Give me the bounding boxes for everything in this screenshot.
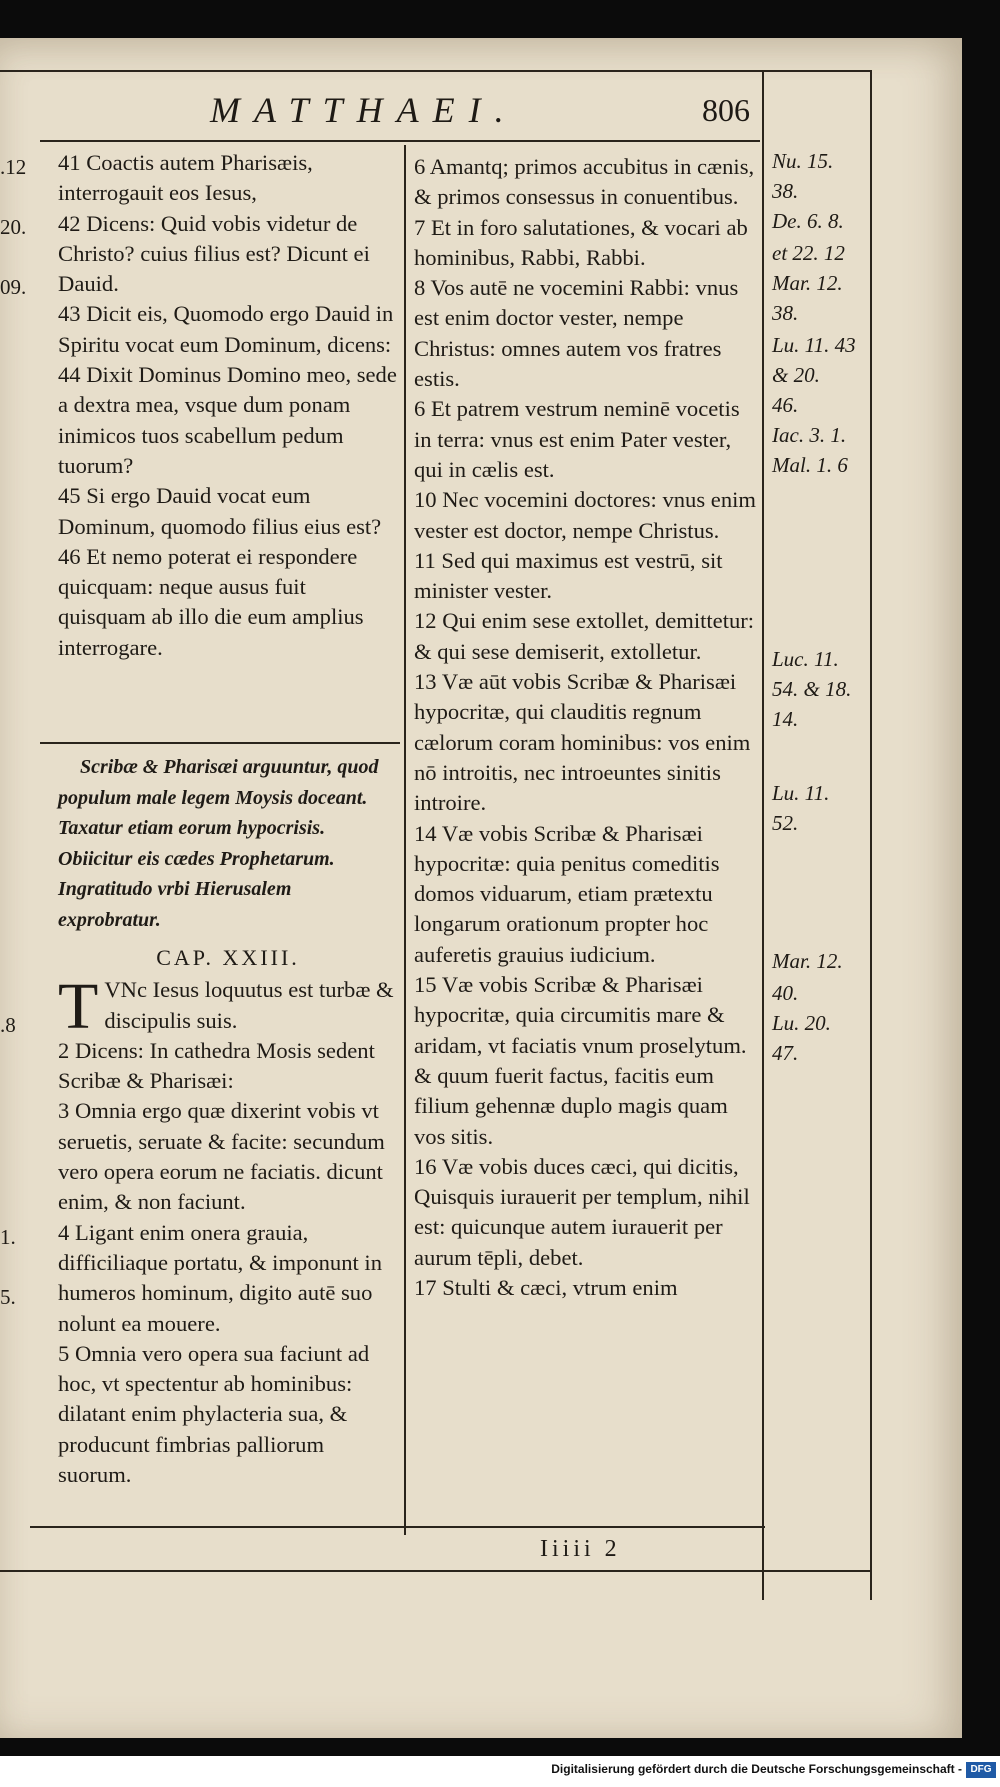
verse: 5 Omnia vero opera sua faciunt ad hoc, vt spectentur ab hominibus: dilatant enim phylacteria sua, & producunt fimbrias palliorum suorum. (58, 1340, 370, 1488)
verse: 14 Væ vobis Scribæ & Pharisæi hypocritæ: quia penitus comeditis domos viduarum, etiam prætextu longarum orationum propter hoc auferetis grauius iudicium. (414, 820, 720, 967)
margin-note: De. 6. 8. (772, 209, 844, 233)
margin-note: 54. & 18. (772, 677, 852, 701)
verse: 13 Væ aūt vobis Scribæ & Pharisæi hypocritæ, qui clauditis regnum cælorum coram hominibus: vos enim nō introitis, nec introeuntes sinitis introire. (414, 669, 751, 816)
margin-note: Lu. 11. 43 (772, 333, 856, 357)
verse-text: VNc Iesus loquutus est turbæ & discipulis suis. (104, 977, 394, 1033)
margin-note: 47. (772, 1041, 799, 1065)
verse: 44 Dixit Dominus Domino meo, sede a dextra mea, vsque dum ponam inimicos tuos scabellum pedum tuorum? (58, 362, 397, 478)
margin-note: & 20. (772, 363, 820, 387)
verse: 46 Et nemo poterat ei respondere quicquam: neque ausus fuit quisquam ab illo die eum amplius interrogare. (58, 543, 364, 660)
verse: 10 Nec vocemini doctores: vnus enim vester est doctor, nempe Christus. (414, 487, 756, 543)
margin-note: 38. (772, 301, 799, 325)
edge-fragment: 20. (0, 215, 27, 239)
margin-note: Mar. 12. (772, 271, 843, 295)
verse: 12 Qui enim sese extollet, demittetur: & qui sese demiserit, extolletur. (414, 608, 755, 664)
verse: 43 Dicit eis, Quomodo ergo Dauid in Spiritu vocat eum Dominum, dicens: (58, 301, 394, 357)
margin-note: Mar. 12. (772, 949, 843, 973)
margin-note: Mal. 1. 6 (772, 453, 848, 477)
verse: 6 Et patrem vestrum neminē vocetis in terra: vnus est enim Pater vester, qui in cælis est. (414, 396, 740, 482)
digitization-footer (0, 1756, 1000, 1787)
funding-credit: Digitalisierung gefördert durch die Deutsche Forschungsgemeinschaft - (551, 1762, 962, 1776)
verse: 15 Væ vobis Scribæ & Pharisæi hypocritæ, quia circumitis mare & aridam, vt faciatis vnum proselytum. & quum fuerit factus, facitis eum filium gehennæ duplo magis quam vos sitis. (414, 972, 747, 1149)
right-margin-rule (762, 70, 764, 1600)
verse: 3 Omnia ergo quæ dixerint vobis vt seruetis, seruate & facite: secundum vero opera eorum ne faciatis. dicunt enim, & non faciunt. (58, 1098, 385, 1215)
margin-note: Nu. 15. (772, 149, 834, 173)
margin-note: 14. (772, 707, 799, 731)
edge-fragment: 1. (0, 1225, 16, 1249)
margin-note: 46. (772, 393, 799, 417)
edge-fragment: .8 (0, 1013, 16, 1037)
verse: 11 Sed qui maximus est vestrū, sit minister vester. (414, 547, 723, 604)
bottom-rule (30, 1526, 765, 1528)
top-rule (0, 70, 870, 72)
margin-note: Lu. 11. (772, 781, 830, 805)
margin-note: 38. (772, 179, 799, 203)
verse: 17 Stulti & cæci, vtrum enim (414, 1274, 678, 1300)
column-divider (404, 145, 406, 1535)
header-underline (40, 140, 760, 142)
chapter-summary: Scribæ & Pharisæi arguuntur, quod populum male legem Moysis doceant. Taxatur etiam eorum hypocrisis. Obiicitur eis cædes Prophetarum. Ingratitudo vrbi Hierusalem exprobratur. (58, 756, 379, 931)
verse: 16 Væ vobis duces cæci, qui dicitis, Quisquis iurauerit per templum, nihil est: quicunque autem iurauerit per aurum tēpli, debet. (414, 1153, 750, 1270)
verse: 45 Si ergo Dauid vocat eum Dominum, quomodo filius eius est? (58, 483, 382, 539)
verse: 2 Dicens: In cathedra Mosis sedent Scribæ & Pharisæi: (58, 1037, 375, 1094)
edge-fragment: 09. (0, 275, 27, 299)
verse: 7 Et in foro salutationes, & vocari ab hominibus, Rabbi, Rabbi. (414, 214, 748, 270)
margin-note: Lu. 20. (772, 1011, 831, 1035)
page-header (210, 88, 770, 134)
margin-note: 40. (772, 981, 799, 1005)
right-column (414, 152, 756, 1303)
edge-fragment: 5. (0, 1285, 16, 1309)
left-column (58, 148, 398, 663)
margin-note: Luc. 11. (772, 647, 839, 671)
verse: 8 Vos autē ne vocemini Rabbi: vnus est enim doctor vester, nempe Christus: omnes autem vos fratres estis. (414, 275, 739, 392)
running-title: MATTHAEI. (210, 90, 518, 130)
margin-note: 52. (772, 811, 799, 835)
chapter-heading: CAP. XXIII. (156, 945, 300, 970)
verse: 41 Coactis autem Pharisæis, interrogauit eos Iesus, (58, 150, 313, 206)
edge-fragment: .12 (0, 155, 27, 179)
page-bottom-rule (0, 1570, 870, 1572)
verse: 42 Dicens: Quid vobis videtur de Christo? cuius filius est? Dicunt ei Dauid. (58, 210, 370, 297)
dfg-logo: DFG (966, 1762, 996, 1778)
verse: 4 Ligant enim onera grauia, difficiliaque portatu, & imponunt in humeros hominum, digito autē suo nolunt ea mouere. (58, 1219, 383, 1336)
margin-note: Iac. 3. 1. (772, 423, 847, 447)
signature-mark: Iiiii 2 (540, 1536, 621, 1562)
margin-note: et 22. 12 (772, 241, 845, 265)
page-number: 806 (702, 92, 750, 128)
summary-rule-top (40, 742, 400, 744)
verse: 6 Amantq; primos accubitus in cænis, & primos consessus in conuentibus. (414, 154, 755, 210)
chapter-summary-block (58, 752, 398, 1490)
chapter-verse-1 (58, 970, 398, 1044)
drop-cap: T (58, 970, 99, 1044)
outer-right-rule (870, 70, 872, 1600)
